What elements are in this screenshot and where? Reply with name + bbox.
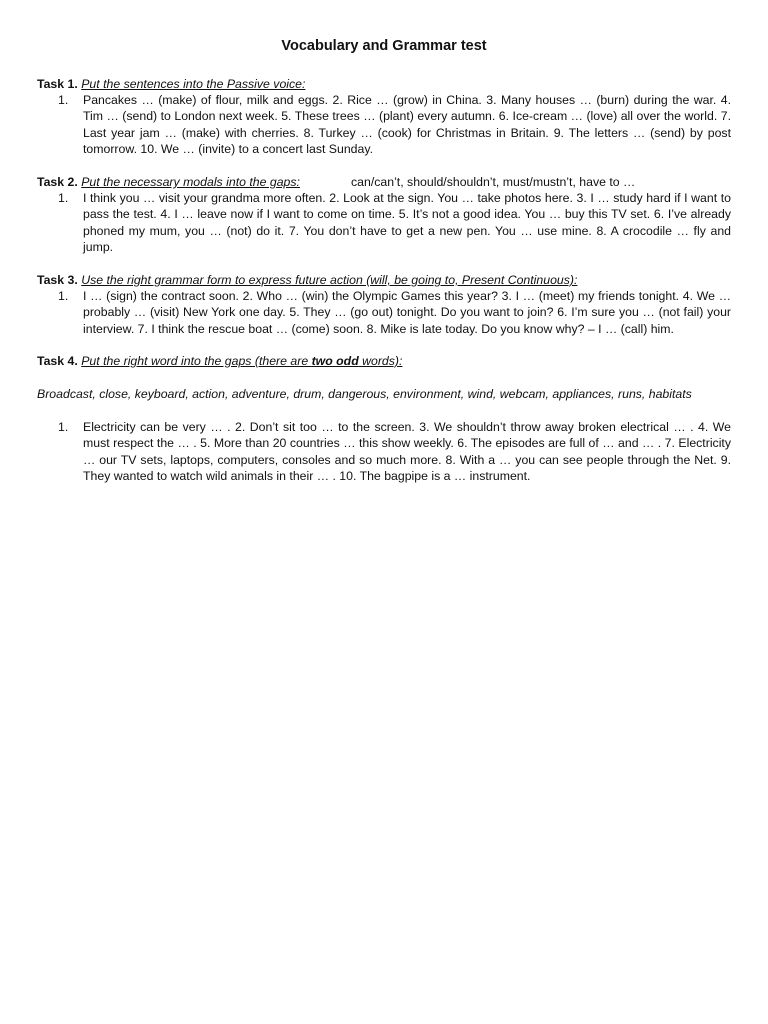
document-title: Vocabulary and Grammar test — [281, 38, 487, 54]
task-2-instruction: Put the necessary modals into the gaps: — [81, 175, 300, 189]
task-3-item-number: 1. — [58, 289, 69, 303]
task-2-modals: can/can’t, should/shouldn’t, must/mustn’t, have to … — [351, 175, 636, 189]
task-1-item-number: 1. — [58, 93, 69, 107]
task-3-instruction: Use the right grammar form to express future action (will, be going to, Present Continuous): — [81, 273, 578, 287]
task-4-instruction-start: Put the right word into the gaps (there are — [81, 354, 312, 368]
task-1-heading — [37, 76, 737, 92]
task-4-label: Task 4. — [37, 354, 78, 368]
task-3-heading — [37, 272, 737, 288]
task-4-instruction — [81, 354, 402, 368]
task-3-label: Task 3. — [37, 273, 78, 287]
task-4-word-bank: Broadcast, close, keyboard, action, adventure, drum, dangerous, environment, wind, webcam, appliances, runs, habitats — [37, 387, 692, 401]
task-4-instruction-emphasis: two odd — [311, 354, 359, 368]
task-1-instruction: Put the sentences into the Passive voice: — [81, 77, 306, 91]
task-4-heading — [37, 353, 737, 369]
task-2-item-number: 1. — [58, 191, 69, 205]
task-4-instruction-end: words): — [358, 354, 403, 368]
task-3-item-text: I … (sign) the contract soon. 2. Who … (win) the Olympic Games this year? 3. I … (meet) my friends tonight. 4. We … probably … (visit) New York one day. 5. They … (go out) tonight. Do you want to join? 6. I’m sure you … (not fail) your interview. 7. I think the rescue boat … (come) soon. 8. Mike is late today. Do you know why? – I … (call) him. — [83, 289, 731, 336]
task-1-label: Task 1. — [37, 77, 78, 91]
task-3-item — [58, 288, 731, 337]
task-2-item-text: I think you … visit your grandma more often. 2. Look at the sign. You … take photos here. 3. I … study hard if I want to pass the test. 4. I … leave now if I want to come on time. 5. It’s not a good idea. You … buy this TV set. 6. I’ve already phoned my mum, you … (not) do it. 7. You don’t have to get a new pen. You … use mine. 8. A crocodile … fly and jump. — [83, 191, 731, 254]
task-2-item — [58, 190, 731, 255]
task-1-item-text: Pancakes … (make) of flour, milk and eggs. 2. Rice … (grow) in China. 3. Many houses … (burn) during the war. 4. Tim … (send) to London next week. 5. These trees … (plant) every autumn. 6. Ice-cream … (love) all over the world. 7. Last year jam … (make) with cherries. 8. Turkey … (cook) for Christmas in Britain. 9. The letters … (send) by post tomorrow. 10. We … (invite) to a concert last Sunday. — [83, 93, 731, 156]
task-4-item — [58, 419, 731, 484]
task-4-item-text: Electricity can be very … . 2. Don’t sit too … to the screen. 3. We shouldn’t throw away broken electrical … . 4. We must respect the … . 5. More than 20 countries … this show weekly. 6. The episodes are full of … and … . 7. Electricity … our TV sets, laptops, computers, consoles and so much more. 8. With a … you can see people through the Net. 9. They wanted to watch wild animals in their … . 10. The bagpipe is a … instrument. — [83, 420, 731, 483]
task-2-label: Task 2. — [37, 175, 78, 189]
task-1-item — [58, 92, 731, 157]
task-4-item-number: 1. — [58, 420, 69, 434]
